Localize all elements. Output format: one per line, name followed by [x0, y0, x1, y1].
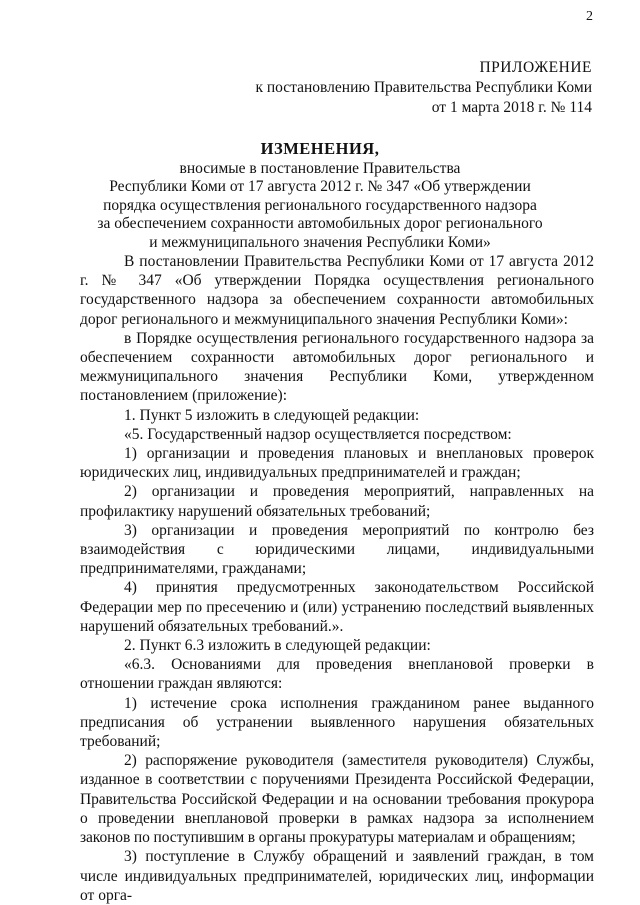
title-line: за обеспечением сохранности автомобильных дорог регионального: [97, 215, 543, 232]
appendix-resolution-line: к постановлению Правительства Республики Коми: [255, 79, 592, 96]
title-line: вносимые в постановление Правительства: [179, 159, 461, 177]
title-line: Республики Коми от 17 августа 2012 г. № 347 «Об утверждении: [109, 178, 531, 195]
body-paragraph: в Порядке осуществления регионального государственного надзора за обеспечением сохранности автомобильных дорог регионального и межмуниципального значения Республики Коми, утвержденном постановлением (приложение):: [80, 329, 594, 405]
body-paragraph: 1) организации и проведения плановых и внеплановых проверок юридических лиц, индивидуальных предпринимателей и граждан;: [80, 445, 594, 482]
body-paragraph: 1) истечение срока исполнения гражданином ранее выданного предписания об устранении выявленного нарушения обязательных требований;: [80, 694, 594, 751]
body-paragraph: В постановлении Правительства Республики Коми от 17 августа 2012 г. № 347 «Об утверждении Порядка осуществления регионального государственного надзора за обеспечением сохранности автомобильных дорог регионального и межмуниципального значения Республики Коми»:: [80, 253, 594, 328]
title-line: порядка осуществления регионального государственного надзора: [103, 196, 537, 214]
body-paragraph: «6.3. Основаниями для проведения внеплановой проверки в отношении граждан являются:: [80, 656, 594, 693]
body-paragraph: 4) принятия предусмотренных законодательством Российской Федерации мер по пресечению и (или) устранению последствий выявленных нарушений обязательных требований.».: [80, 579, 594, 635]
body-paragraph: 2) распоряжение руководителя (заместителя руководителя) Службы, изданное в соответствии с поручениями Президента Российской Федерации, Правительства Российской Федерации и на основании требования прокурора о проведении внеплановой проверки в рамках надзора за исполнением законов по поступившим в органы прокуратуры материалам и обращениям;: [80, 752, 594, 847]
body-paragraph: «5. Государственный надзор осуществляется посредством:: [124, 425, 512, 443]
body-paragraph: 3) поступление в Службу обращений и заявлений граждан, в том числе индивидуальных предпринимателей, юридических лиц, информации от орга-: [80, 848, 594, 904]
body-paragraph: 3) организации и проведения мероприятий по контролю без взаимодействия с юридическими лицами, индивидуальными предпринимателями, гражданами;: [80, 521, 594, 578]
appendix-date-line: от 1 марта 2018 г. № 114: [431, 99, 592, 116]
body-paragraph: 2. Пункт 6.3 изложить в следующей редакции:: [124, 637, 431, 655]
title-line: и межмуниципального значения Республики Коми»: [149, 233, 491, 251]
body-paragraph: 2) организации и проведения мероприятий, направленных на профилактику нарушений обязательных требований;: [80, 483, 594, 520]
document-title: ИЗМЕНЕНИЯ,: [260, 139, 380, 158]
document-title-block: [60, 140, 580, 252]
body-paragraph: 1. Пункт 5 изложить в следующей редакции:: [124, 406, 420, 424]
document-body: [80, 252, 594, 905]
appendix-block: [172, 58, 592, 118]
appendix-heading: ПРИЛОЖЕНИЕ: [479, 59, 592, 76]
page-number: 2: [586, 9, 593, 24]
